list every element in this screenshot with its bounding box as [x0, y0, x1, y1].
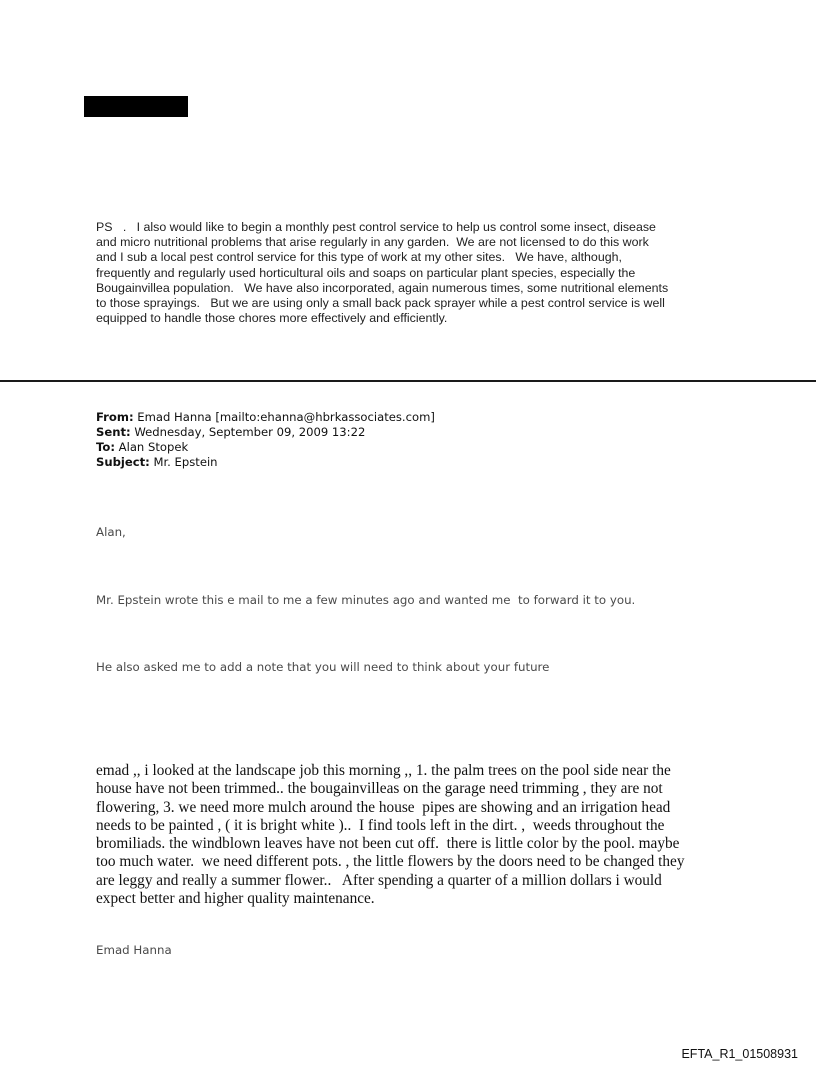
- quoted-line: needs to be painted , ( it is bright white ).. I find tools left in the dirt. , weeds throughout the: [96, 816, 665, 834]
- to-label: To:: [96, 440, 115, 454]
- email-signature: Emad Hanna: [96, 943, 172, 957]
- quoted-line: bromiliads. the windblown leaves have not been cut off. there is little color by the pool. maybe: [96, 835, 680, 853]
- from-value: Emad Hanna [mailto:ehanna@hbrkassociates.com]: [133, 410, 435, 424]
- redaction-box: [84, 96, 188, 117]
- document-id: EFTA_R1_01508931: [681, 1047, 798, 1061]
- subject-label: Subject:: [96, 455, 150, 469]
- ps-line: and I sub a local pest control service for this type of work at my other sites. We have, although,: [96, 250, 622, 265]
- email-paragraph-2: He also asked me to add a note that you will need to think about your future: [96, 660, 550, 674]
- quoted-line: flowering, 3. we need more mulch around the house pipes are showing and an irrigation head: [96, 798, 671, 816]
- quoted-line: too much water. we need different pots. , the little flowers by the doors need to be changed they: [96, 853, 685, 871]
- ps-line: PS . I also would like to begin a monthly pest control service to help us control some insect, disease: [96, 220, 656, 234]
- quoted-line: house have not been trimmed.. the bougainvilleas on the garage need trimming , they are not: [96, 780, 663, 798]
- from-label: From:: [96, 410, 134, 424]
- ps-line: frequently and regularly used horticultural oils and soaps on particular plant species, especially the: [96, 265, 636, 280]
- email-greeting: Alan,: [96, 525, 126, 539]
- sent-label: Sent:: [96, 425, 131, 439]
- message-divider: [0, 380, 816, 382]
- quoted-line: emad ,, i looked at the landscape job this morning ,, 1. the palm trees on the pool side near the: [96, 762, 671, 779]
- to-row: [96, 440, 435, 455]
- subject-value: Mr. Epstein: [149, 455, 218, 469]
- email-header: [96, 410, 435, 470]
- to-value: Alan Stopek: [114, 440, 189, 454]
- ps-line: equipped to handle those chores more effectively and efficiently.: [96, 311, 448, 326]
- sent-value: Wednesday, September 09, 2009 13:22: [130, 425, 366, 439]
- subject-row: [96, 455, 435, 470]
- ps-paragraph: [96, 220, 736, 326]
- quoted-line: expect better and higher quality maintenance.: [96, 890, 375, 908]
- quoted-line: are leggy and really a summer flower.. After spending a quarter of a million dollars i would: [96, 871, 662, 889]
- ps-line: Bougainvillea population. We have also incorporated, again numerous times, some nutritional elements: [96, 280, 669, 295]
- quoted-message: [96, 762, 736, 908]
- sent-row: [96, 425, 435, 440]
- from-row: [96, 410, 435, 425]
- ps-line: to those sprayings. But we are using only a small back pack sprayer while a pest control service is well: [96, 296, 665, 311]
- ps-line: and micro nutritional problems that arise regularly in any garden. We are not licensed to do this work: [96, 235, 649, 250]
- email-paragraph-1: Mr. Epstein wrote this e mail to me a few minutes ago and wanted me to forward it to you.: [96, 593, 636, 607]
